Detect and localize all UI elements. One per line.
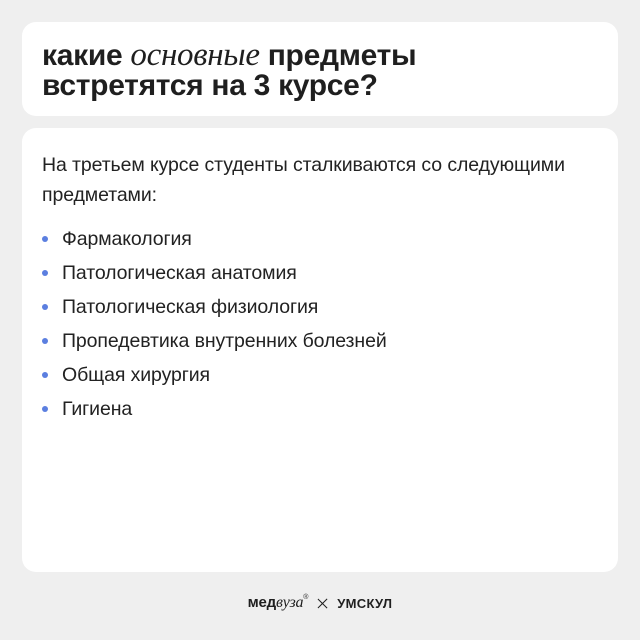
list-item-label: Патологическая анатомия bbox=[62, 262, 297, 284]
list-item bbox=[42, 290, 598, 324]
list-item bbox=[42, 358, 598, 392]
title-italic-word: основные bbox=[130, 37, 260, 73]
bullet-icon bbox=[42, 236, 48, 242]
cross-icon bbox=[317, 598, 328, 609]
title-text-part2: предметы bbox=[259, 39, 417, 72]
subject-list bbox=[42, 222, 598, 426]
list-item bbox=[42, 222, 598, 256]
list-item bbox=[42, 392, 598, 426]
registered-mark: ® bbox=[303, 594, 309, 601]
title-text-part1: какие bbox=[42, 39, 131, 72]
slide-title bbox=[42, 37, 598, 102]
bullet-icon bbox=[42, 338, 48, 344]
list-item bbox=[42, 324, 598, 358]
list-item bbox=[42, 256, 598, 290]
list-item-label: Общая хирургия bbox=[62, 364, 211, 386]
medvuza-logo bbox=[248, 594, 309, 612]
bullet-icon bbox=[42, 372, 48, 378]
title-card bbox=[22, 22, 618, 116]
bullet-icon bbox=[42, 270, 48, 276]
bullet-icon bbox=[42, 304, 48, 310]
list-item-label: Гигиена bbox=[62, 398, 133, 420]
list-item-label: Патологическая физиология bbox=[62, 296, 319, 318]
bullet-icon bbox=[42, 406, 48, 412]
title-line2: встретятся на 3 курсе? bbox=[42, 69, 378, 102]
medvuza-logo-prefix: мед bbox=[247, 594, 277, 611]
medvuza-logo-italic: вуза bbox=[276, 594, 304, 611]
list-item-label: Пропедевтика внутренних болезней bbox=[62, 330, 387, 352]
footer-logos bbox=[0, 594, 640, 612]
content-card bbox=[22, 128, 618, 572]
umskul-logo: УМСКУЛ bbox=[337, 595, 393, 611]
list-item-label: Фармакология bbox=[62, 228, 192, 250]
intro-text: На третьем курсе студенты сталкиваются со следующими предметами: bbox=[42, 154, 565, 206]
